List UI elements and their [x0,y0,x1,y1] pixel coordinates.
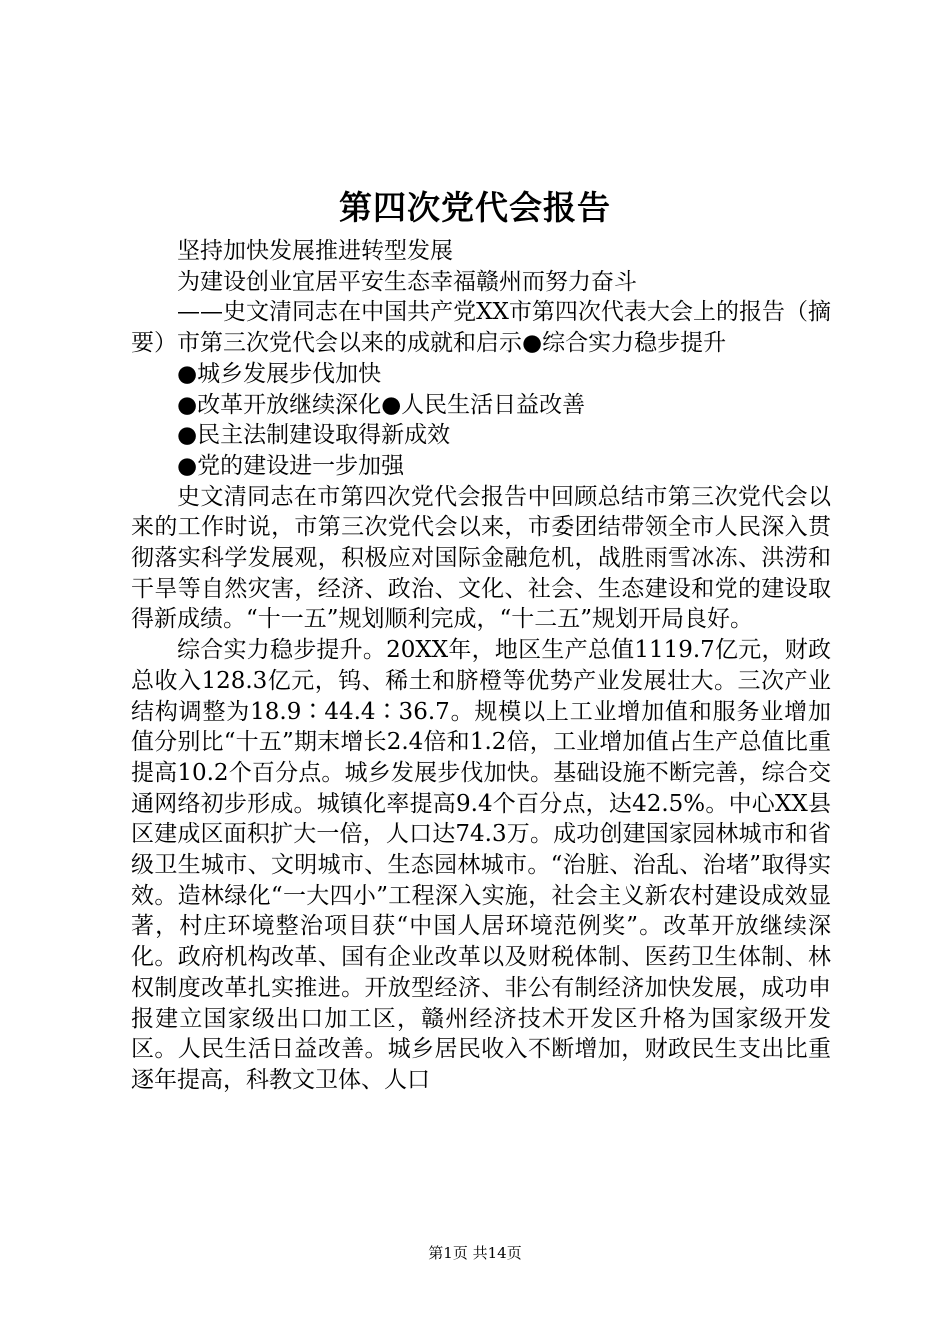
document-title: 第四次党代会报告 [339,188,611,227]
bullet-item: ●党的建设进一步加强 [177,452,405,479]
page-number-footer: 第1页 共14页 [428,1244,522,1262]
document-body [131,236,831,1096]
bullet-item: ●城乡发展步伐加快 [177,360,382,387]
subtitle-line-2: 为建设创业宜居平安生态幸福赣州而努力奋斗 [177,268,637,295]
bullet-item: ●改革开放继续深化●人民生活日益改善 [177,391,586,418]
report-byline: ——史文清同志在中国共产党XX市第四次代表大会上的报告（摘要）市第三次党代会以来的成就和启示●综合实力稳步提升 [131,299,831,357]
bullet-item: ●民主法制建设取得新成效 [177,422,451,449]
body-paragraph: 史文清同志在市第四次党代会报告中回顾总结市第三次党代会以来的工作时说，市第三次党代会以来，市委团结带领全市人民深入贯彻落实科学发展观，积极应对国际金融危机，战胜雨雪冰冻、洪涝和干旱等自然灾害，经济、政治、文化、社会、生态建设和党的建设取得新成绩。“十一五”规划顺利完成，“十二五”规划开局良好。 [131,483,831,633]
subtitle-line-1: 坚持加快发展推进转型发展 [177,238,453,264]
body-paragraph: 综合实力稳步提升。20XX年，地区生产总值1119.7亿元，财政总收入128.3亿元，钨、稀土和脐橙等优势产业发展壮大。三次产业结构调整为18.9∶44.4∶36.7。规模以上工业增加值和服务业增加值分别比“十五”期末增长2.4倍和1.2倍，工业增加值占生产总值比重提高10.2个百分点。城乡发展步伐加快。基础设施不断完善，综合交通网络初步形成。城镇化率提高9.4个百分点，达42.5%。中心XX县区建成区面积扩大一倍，人口达74.3万。成功创建国家园林城市和省级卫生城市、文明城市、生态园林城市。“治脏、治乱、治堵”取得实效。造林绿化“一大四小”工程深入实施，社会主义新农村建设成效显著，村庄环境整治项目获“中国人居环境范例奖”。改革开放继续深化。政府机构改革、国有企业改革以及财税体制、医药卫生体制、林权制度改革扎实推进。开放型经济、非公有制经济加快发展，成功申报建立国家级出口加工区，赣州经济技术开发区升格为国家级开发区。人民生活日益改善。城乡居民收入不断增加，财政民生支出比重逐年提高，科教文卫体、人口 [131,637,831,1093]
